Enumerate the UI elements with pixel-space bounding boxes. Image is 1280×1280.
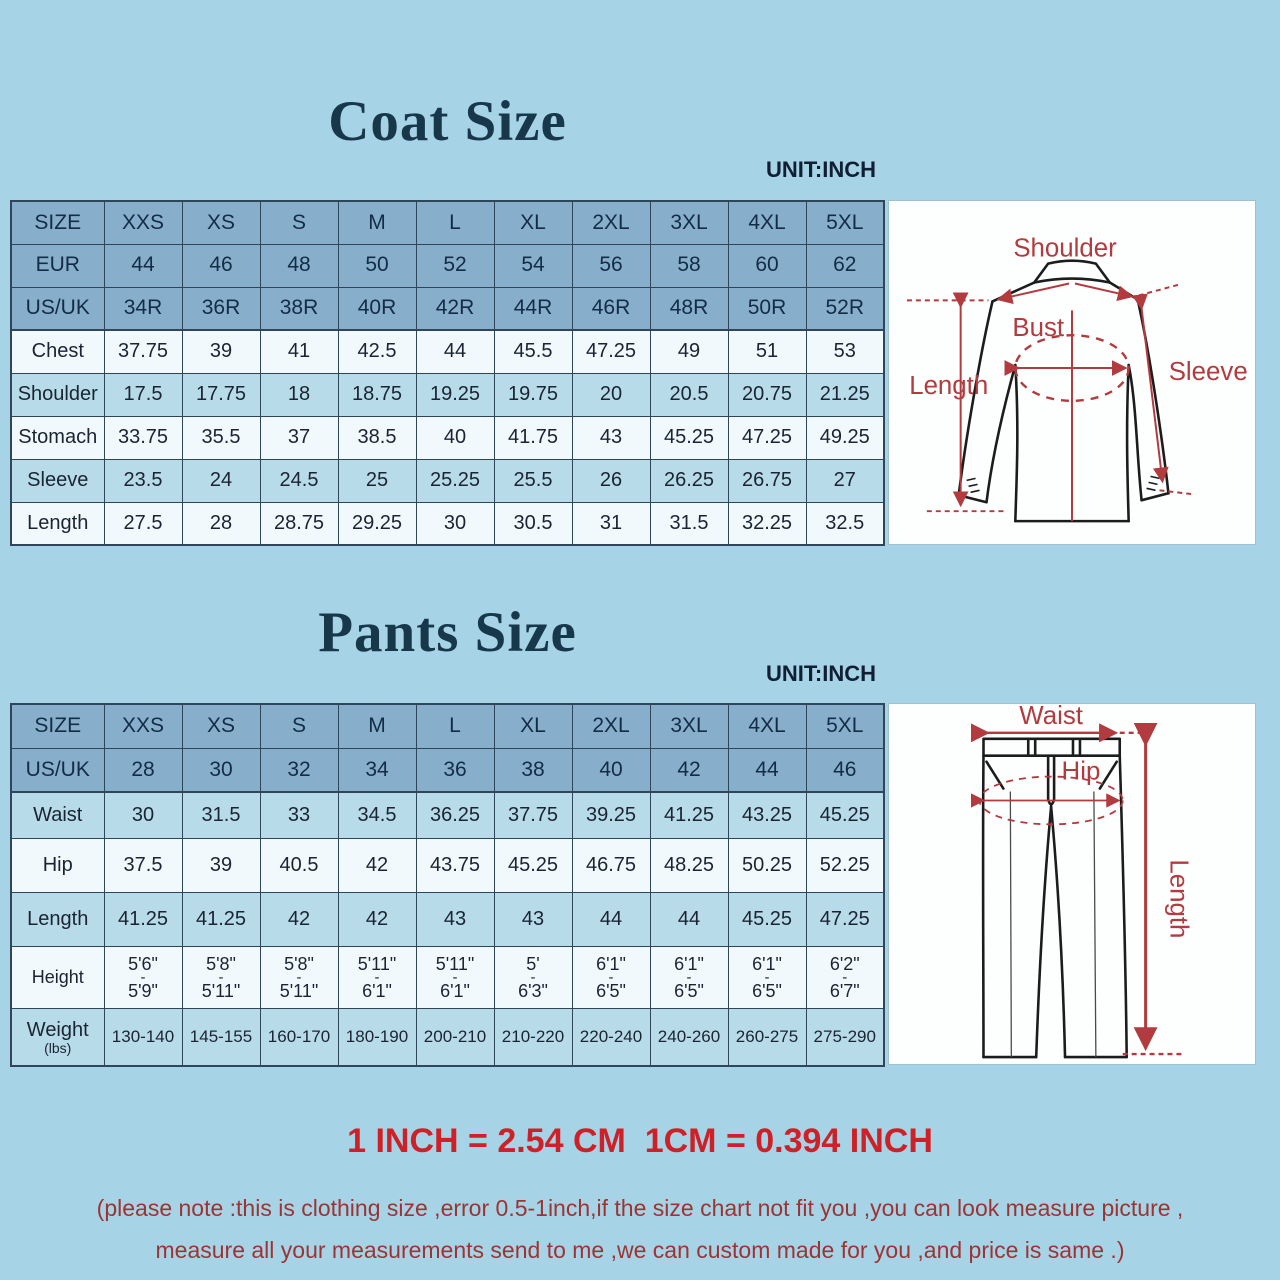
pants-size-title: Pants Size [318, 601, 577, 664]
value-cell: XS [182, 704, 260, 748]
value-cell: 43 [416, 892, 494, 946]
value-cell: 49 [650, 330, 728, 373]
coat-size-title: Coat Size [328, 90, 567, 153]
row-label: US/UK [11, 287, 104, 330]
value-cell: 28 [182, 502, 260, 545]
table-row [11, 748, 884, 792]
table-row [11, 330, 884, 373]
value-cell: 44R [494, 287, 572, 330]
cuff-details [967, 476, 1160, 492]
waist-label: Waist [1019, 704, 1083, 730]
row-label: SIZE [11, 201, 104, 244]
row-label: Sleeve [11, 459, 104, 502]
value-cell: 46 [182, 244, 260, 287]
value-cell: 23.5 [104, 459, 182, 502]
table-row [11, 459, 884, 502]
table-row [11, 416, 884, 459]
row-label: Chest [11, 330, 104, 373]
value-cell: 44 [650, 892, 728, 946]
value-cell: 44 [104, 244, 182, 287]
value-cell: 40.5 [260, 838, 338, 892]
table-row [11, 946, 884, 1008]
coat-diagram-graphic [889, 201, 1255, 544]
value-cell: 36.25 [416, 792, 494, 838]
value-cell: 48 [260, 244, 338, 287]
value-cell: 25.25 [416, 459, 494, 502]
value-cell: 43 [572, 416, 650, 459]
value-cell: 275-290 [806, 1008, 884, 1066]
value-cell: M [338, 201, 416, 244]
value-cell: S [260, 704, 338, 748]
value-cell: 41 [260, 330, 338, 373]
value-cell: XS [182, 201, 260, 244]
value-cell: 30 [104, 792, 182, 838]
table-row [11, 502, 884, 545]
pants-unit-label: UNIT:INCH [766, 661, 876, 686]
table-row [11, 373, 884, 416]
value-cell: 34.5 [338, 792, 416, 838]
bust-label: Bust [1012, 314, 1065, 343]
value-cell: 39 [182, 838, 260, 892]
value-cell: 44 [572, 892, 650, 946]
value-cell: 47.25 [572, 330, 650, 373]
value-cell: 46.75 [572, 838, 650, 892]
value-cell: 25.5 [494, 459, 572, 502]
value-cell: 53 [806, 330, 884, 373]
value-cell: 240-260 [650, 1008, 728, 1066]
row-label: Length [11, 502, 104, 545]
row-label: SIZE [11, 704, 104, 748]
value-cell: 39.25 [572, 792, 650, 838]
pants-outline [983, 739, 1127, 1057]
value-cell: 56 [572, 244, 650, 287]
table-row [11, 1008, 884, 1066]
note-line-2: measure all your measurements send to me ,we can custom made for you ,and price is same .) [155, 1237, 1125, 1263]
value-cell: 26 [572, 459, 650, 502]
value-cell: 44 [416, 330, 494, 373]
value-cell: 40 [572, 748, 650, 792]
value-cell: 50R [728, 287, 806, 330]
value-cell: 39 [182, 330, 260, 373]
value-cell: 29.25 [338, 502, 416, 545]
value-cell: 17.75 [182, 373, 260, 416]
value-cell: 5' - 6'3" [494, 946, 572, 1008]
value-cell: 24 [182, 459, 260, 502]
value-cell: 42R [416, 287, 494, 330]
value-cell: M [338, 704, 416, 748]
sleeve-label: Sleeve [1168, 357, 1248, 386]
table-row [11, 792, 884, 838]
value-cell: S [260, 201, 338, 244]
value-cell: 45.25 [650, 416, 728, 459]
value-cell: 6'1" - 6'5" [728, 946, 806, 1008]
value-cell: 37 [260, 416, 338, 459]
value-cell: 20.75 [728, 373, 806, 416]
value-cell: 18 [260, 373, 338, 416]
row-label: Stomach [11, 416, 104, 459]
inch-cm-conversion: 1 INCH = 2.54 CM 1CM = 0.394 INCH [347, 1122, 933, 1160]
value-cell: 25 [338, 459, 416, 502]
value-cell: 32.25 [728, 502, 806, 545]
value-cell: 37.5 [104, 838, 182, 892]
value-cell: 41.75 [494, 416, 572, 459]
pants-size-table [10, 703, 885, 1067]
value-cell: 130-140 [104, 1008, 182, 1066]
value-cell: 51 [728, 330, 806, 373]
value-cell: 35.5 [182, 416, 260, 459]
value-cell: 24.5 [260, 459, 338, 502]
value-cell: 33 [260, 792, 338, 838]
value-cell: XL [494, 201, 572, 244]
value-cell: 41.25 [104, 892, 182, 946]
value-cell: 58 [650, 244, 728, 287]
value-cell: 42 [338, 892, 416, 946]
value-cell: 5'8" - 5'11" [260, 946, 338, 1008]
value-cell: 3XL [650, 704, 728, 748]
value-cell: XL [494, 704, 572, 748]
value-cell: 42 [338, 838, 416, 892]
pants-diagram-graphic [889, 704, 1255, 1064]
table-row [11, 838, 884, 892]
value-cell: 32 [260, 748, 338, 792]
value-cell: 45.25 [728, 892, 806, 946]
row-label: Shoulder [11, 373, 104, 416]
value-cell: 5'8" - 5'11" [182, 946, 260, 1008]
value-cell: 60 [728, 244, 806, 287]
value-cell: 30 [182, 748, 260, 792]
value-cell: 4XL [728, 201, 806, 244]
value-cell: 5'11" - 6'1" [338, 946, 416, 1008]
value-cell: 20 [572, 373, 650, 416]
pants-length-label: Length [1164, 859, 1193, 939]
value-cell: 3XL [650, 201, 728, 244]
coat-length-label: Length [909, 371, 989, 400]
value-cell: 6'1" - 6'5" [650, 946, 728, 1008]
value-cell: 33.75 [104, 416, 182, 459]
value-cell: 27.5 [104, 502, 182, 545]
value-cell: 260-275 [728, 1008, 806, 1066]
value-cell: 62 [806, 244, 884, 287]
value-cell: 41.25 [650, 792, 728, 838]
value-cell: 26.75 [728, 459, 806, 502]
value-cell: 45.25 [806, 792, 884, 838]
value-cell: 27 [806, 459, 884, 502]
shoulder-label: Shoulder [1013, 234, 1117, 263]
value-cell: 31.5 [650, 502, 728, 545]
value-cell: 46 [806, 748, 884, 792]
value-cell: 28 [104, 748, 182, 792]
table-row [11, 704, 884, 748]
value-cell: 38 [494, 748, 572, 792]
value-cell: 49.25 [806, 416, 884, 459]
jacket-outline [959, 261, 1169, 521]
value-cell: 52 [416, 244, 494, 287]
value-cell: 31 [572, 502, 650, 545]
pants-measurement-diagram [888, 703, 1256, 1065]
table-row [11, 201, 884, 244]
value-cell: 42 [650, 748, 728, 792]
value-cell: 28.75 [260, 502, 338, 545]
value-cell: 42.5 [338, 330, 416, 373]
coat-measurement-diagram [888, 200, 1256, 545]
value-cell: 36R [182, 287, 260, 330]
value-cell: 47.25 [728, 416, 806, 459]
value-cell: XXS [104, 201, 182, 244]
row-label: Waist [11, 792, 104, 838]
value-cell: 200-210 [416, 1008, 494, 1066]
value-cell: 5'6" - 5'9" [104, 946, 182, 1008]
value-cell: 47.25 [806, 892, 884, 946]
value-cell: 19.25 [416, 373, 494, 416]
value-cell: 220-240 [572, 1008, 650, 1066]
table-row [11, 244, 884, 287]
value-cell: 21.25 [806, 373, 884, 416]
value-cell: 30 [416, 502, 494, 545]
value-cell: 43 [494, 892, 572, 946]
value-cell: 45.5 [494, 330, 572, 373]
value-cell: 37.75 [494, 792, 572, 838]
value-cell: 160-170 [260, 1008, 338, 1066]
value-cell: 5XL [806, 201, 884, 244]
table-row [11, 892, 884, 946]
value-cell: XXS [104, 704, 182, 748]
value-cell: 6'2" - 6'7" [806, 946, 884, 1008]
value-cell: 17.5 [104, 373, 182, 416]
value-cell: 18.75 [338, 373, 416, 416]
value-cell: 32.5 [806, 502, 884, 545]
value-cell: 42 [260, 892, 338, 946]
value-cell: 5'11" - 6'1" [416, 946, 494, 1008]
hip-label: Hip [1061, 757, 1101, 786]
value-cell: L [416, 704, 494, 748]
value-cell: 41.25 [182, 892, 260, 946]
value-cell: 34 [338, 748, 416, 792]
value-cell: 26.25 [650, 459, 728, 502]
value-cell: L [416, 201, 494, 244]
table-row [11, 287, 884, 330]
value-cell: 5XL [806, 704, 884, 748]
value-cell: 2XL [572, 201, 650, 244]
row-label: Length [11, 892, 104, 946]
value-cell: 52R [806, 287, 884, 330]
value-cell: 40R [338, 287, 416, 330]
row-label: Hip [11, 838, 104, 892]
value-cell: 37.75 [104, 330, 182, 373]
note-line-1: (please note :this is clothing size ,error 0.5-1inch,if the size chart not fit you ,you can look measure picture , [96, 1195, 1184, 1221]
value-cell: 145-155 [182, 1008, 260, 1066]
value-cell: 38.5 [338, 416, 416, 459]
value-cell: 210-220 [494, 1008, 572, 1066]
value-cell: 50 [338, 244, 416, 287]
value-cell: 2XL [572, 704, 650, 748]
value-cell: 40 [416, 416, 494, 459]
value-cell: 48R [650, 287, 728, 330]
row-label: US/UK [11, 748, 104, 792]
coat-unit-label: UNIT:INCH [766, 157, 876, 182]
value-cell: 52.25 [806, 838, 884, 892]
value-cell: 45.25 [494, 838, 572, 892]
row-label: Weight (lbs) [11, 1008, 104, 1066]
value-cell: 30.5 [494, 502, 572, 545]
value-cell: 43.25 [728, 792, 806, 838]
row-label: Height [11, 946, 104, 1008]
value-cell: 31.5 [182, 792, 260, 838]
value-cell: 4XL [728, 704, 806, 748]
value-cell: 48.25 [650, 838, 728, 892]
value-cell: 50.25 [728, 838, 806, 892]
value-cell: 20.5 [650, 373, 728, 416]
row-label: EUR [11, 244, 104, 287]
value-cell: 19.75 [494, 373, 572, 416]
coat-size-table [10, 200, 885, 546]
value-cell: 6'1" - 6'5" [572, 946, 650, 1008]
value-cell: 180-190 [338, 1008, 416, 1066]
value-cell: 38R [260, 287, 338, 330]
value-cell: 46R [572, 287, 650, 330]
value-cell: 54 [494, 244, 572, 287]
value-cell: 44 [728, 748, 806, 792]
value-cell: 34R [104, 287, 182, 330]
value-cell: 43.75 [416, 838, 494, 892]
value-cell: 36 [416, 748, 494, 792]
